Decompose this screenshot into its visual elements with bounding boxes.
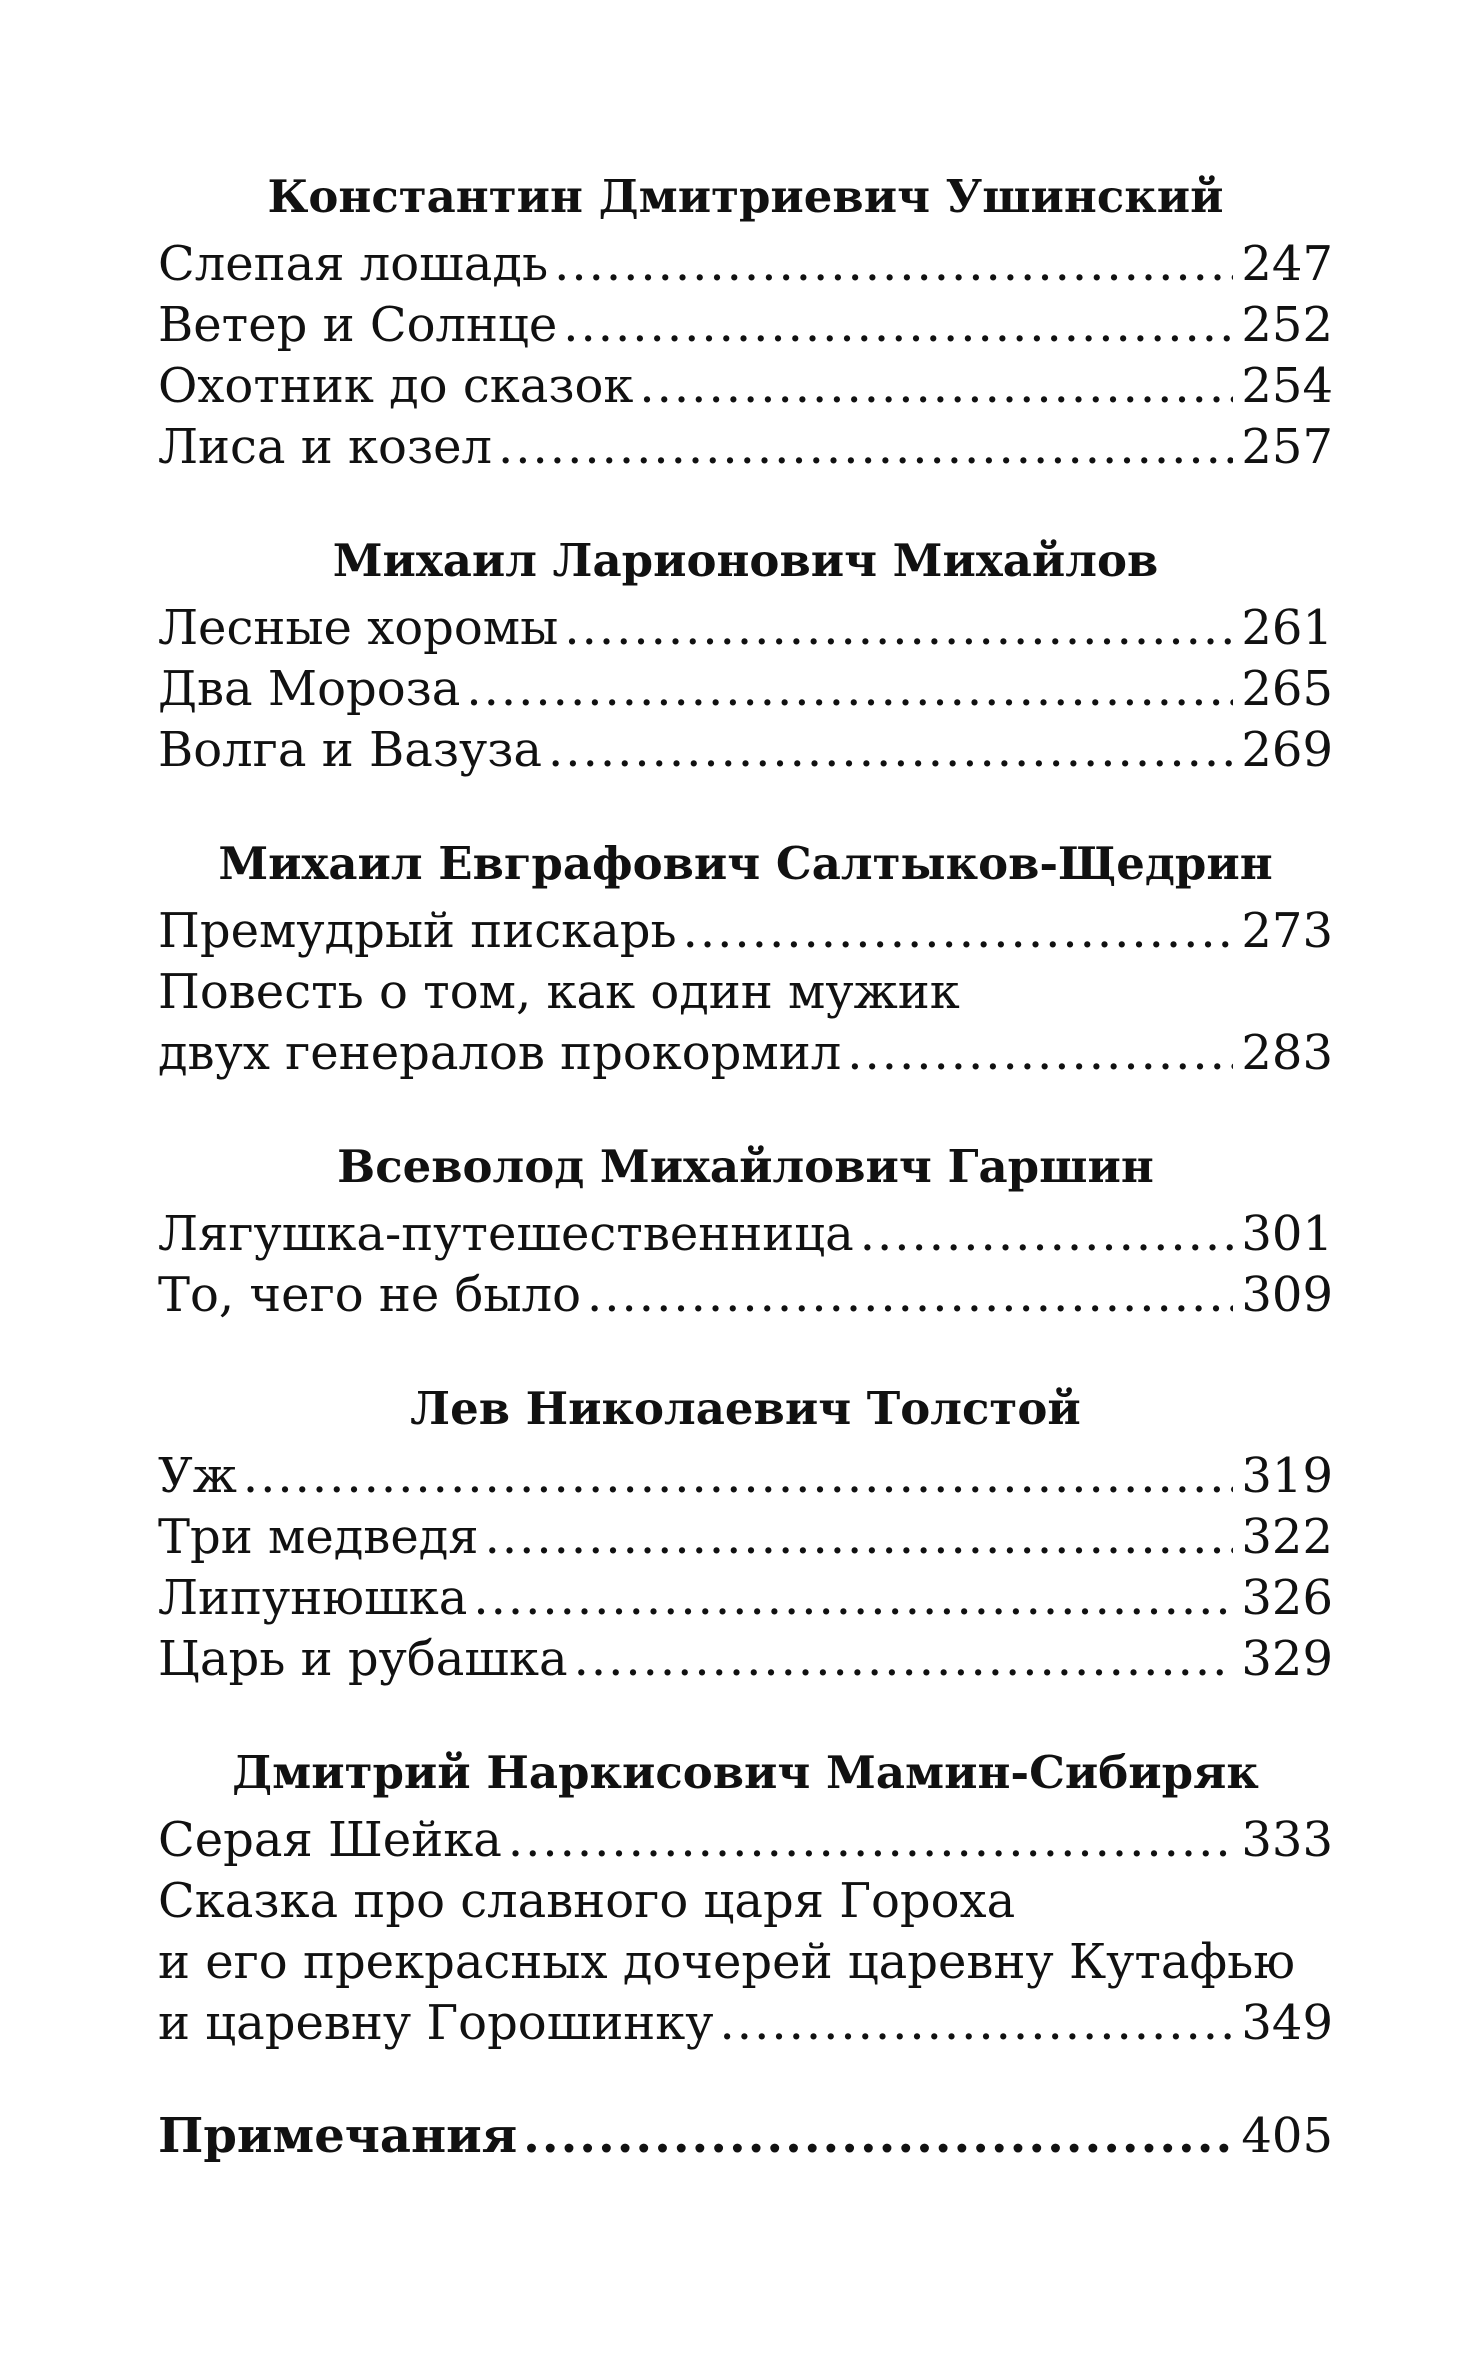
dot-leader <box>498 417 1233 478</box>
dot-leader <box>574 1629 1234 1690</box>
toc-section <box>158 162 1333 478</box>
notes-title: Примечания <box>158 2108 518 2164</box>
entry-page-number: 252 <box>1241 297 1333 353</box>
author-heading: Константин Дмитриевич Ушинский <box>267 170 1224 223</box>
toc-entry-line <box>158 1023 1333 1084</box>
toc-entry <box>158 1507 1333 1568</box>
entry-page-number: 329 <box>1241 1631 1333 1687</box>
toc-section <box>158 829 1333 1084</box>
entry-title: Лесные хоромы <box>158 600 559 656</box>
toc-entry-line <box>158 720 1333 781</box>
entry-title-line: Сказка про славного царя Гороха <box>158 1873 1016 1929</box>
entry-title: Уж <box>158 1448 237 1504</box>
dot-leader <box>243 1446 1234 1507</box>
toc-entry-line <box>158 901 1333 962</box>
toc-entry-line <box>158 356 1333 417</box>
toc-entry-line <box>158 234 1333 295</box>
dot-leader <box>587 1265 1233 1326</box>
entry-title: Серая Шейка <box>158 1812 502 1868</box>
author-heading: Лев Николаевич Толстой <box>410 1382 1081 1435</box>
entry-page-number: 326 <box>1241 1570 1333 1626</box>
toc-entry-line <box>158 1810 1333 1871</box>
toc-entry <box>158 417 1333 478</box>
entry-page-number: 269 <box>1241 722 1333 778</box>
entry-page-number: 257 <box>1241 419 1333 475</box>
toc-entry <box>158 1568 1333 1629</box>
entry-title: Царь и рубашка <box>158 1631 568 1687</box>
entry-title: и царевну Горошинку <box>158 1995 714 2051</box>
entry-title-line: и его прекрасных дочерей царевну Кутафью <box>158 1934 1295 1990</box>
author-heading: Михаил Ларионович Михайлов <box>332 534 1159 587</box>
dot-leader <box>563 295 1233 356</box>
entry-page-number: 322 <box>1241 1509 1333 1565</box>
dot-leader <box>720 1993 1234 2054</box>
toc-entry <box>158 598 1333 659</box>
toc-entry-line <box>158 659 1333 720</box>
dot-leader <box>523 2106 1233 2167</box>
entry-title: Три медведя <box>158 1509 479 1565</box>
toc-section <box>158 1132 1333 1326</box>
dot-leader <box>485 1507 1234 1568</box>
toc-sections <box>158 162 1333 2054</box>
toc-entry-line <box>158 1993 1333 2054</box>
entry-title: Премудрый пискарь <box>158 903 677 959</box>
toc-entry-line <box>158 1446 1333 1507</box>
entry-title: Ветер и Солнце <box>158 297 558 353</box>
dot-leader <box>466 659 1233 720</box>
dot-leader <box>508 1810 1234 1871</box>
entry-page-number: 333 <box>1241 1812 1333 1868</box>
toc-entry-line <box>158 598 1333 659</box>
entry-title: Лягушка-путешественница <box>158 1206 854 1262</box>
toc-entry-line <box>158 1629 1333 1690</box>
entry-title: То, чего не было <box>158 1267 582 1323</box>
entry-title: Лиса и козел <box>158 419 493 475</box>
toc-entry <box>158 1810 1333 1871</box>
author-heading: Дмитрий Наркисович Мамин-Сибиряк <box>232 1746 1259 1799</box>
toc-entry-line <box>158 1204 1333 1265</box>
toc-entry-line <box>158 2106 1333 2167</box>
toc-entry-line <box>158 1265 1333 1326</box>
toc-entry <box>158 962 1333 1084</box>
dot-leader <box>473 1568 1233 1629</box>
toc-entry-line <box>158 295 1333 356</box>
entry-page-number: 301 <box>1241 1206 1333 1262</box>
dot-leader <box>554 234 1233 295</box>
toc-section <box>158 1374 1333 1690</box>
entry-title: Слепая лошадь <box>158 236 549 292</box>
toc-notes <box>158 2106 1333 2167</box>
toc-entry <box>158 1446 1333 1507</box>
toc-entry <box>158 901 1333 962</box>
toc-entry <box>158 1629 1333 1690</box>
entry-page-number: 283 <box>1241 1025 1333 1081</box>
entry-title: Липунюшка <box>158 1570 468 1626</box>
entry-page-number: 254 <box>1241 358 1333 414</box>
dot-leader <box>683 901 1234 962</box>
toc-section <box>158 1738 1333 2054</box>
entry-page-number: 273 <box>1241 903 1333 959</box>
entry-page-number: 261 <box>1241 600 1333 656</box>
entry-title: Волга и Вазуза <box>158 722 543 778</box>
notes-page-number: 405 <box>1241 2108 1333 2164</box>
toc-entry <box>158 659 1333 720</box>
dot-leader <box>564 598 1233 659</box>
table-of-contents <box>158 162 1333 2167</box>
toc-section <box>158 526 1333 781</box>
toc-entry <box>158 720 1333 781</box>
entry-title: Охотник до сказок <box>158 358 634 414</box>
entry-title: Два Мороза <box>158 661 461 717</box>
dot-leader <box>548 720 1233 781</box>
toc-entry <box>158 295 1333 356</box>
entry-title: двух генералов прокормил <box>158 1025 842 1081</box>
toc-entry <box>158 234 1333 295</box>
toc-entry <box>158 1204 1333 1265</box>
toc-entry-line <box>158 417 1333 478</box>
entry-page-number: 349 <box>1241 1995 1333 2051</box>
entry-page-number: 265 <box>1241 661 1333 717</box>
toc-entry-line <box>158 1568 1333 1629</box>
toc-entry <box>158 1265 1333 1326</box>
dot-leader <box>860 1204 1234 1265</box>
entry-title-line: Повесть о том, как один мужик <box>158 964 960 1020</box>
entry-page-number: 319 <box>1241 1448 1333 1504</box>
author-heading: Всеволод Михайлович Гаршин <box>337 1140 1154 1193</box>
entry-page-number: 309 <box>1241 1267 1333 1323</box>
toc-entry <box>158 356 1333 417</box>
toc-entry <box>158 1871 1333 2054</box>
toc-entry-line <box>158 1507 1333 1568</box>
entry-page-number: 247 <box>1241 236 1333 292</box>
dot-leader <box>639 356 1233 417</box>
dot-leader <box>847 1023 1233 1084</box>
author-heading: Михаил Евграфович Салтыков-Щедрин <box>218 837 1273 890</box>
